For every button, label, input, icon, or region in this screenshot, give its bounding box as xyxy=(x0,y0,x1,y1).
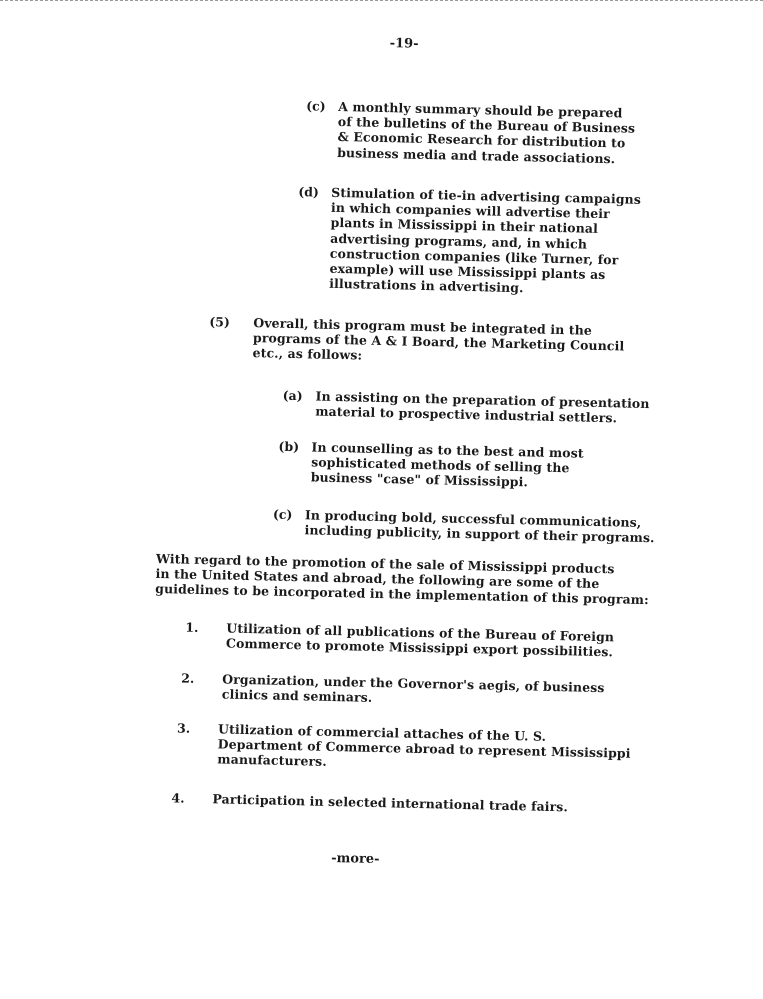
guideline-2-text: Organization, under the Governor's aegis, of business clinics and seminars. xyxy=(221,671,605,706)
guideline-1-text: Utilization of all publications of the Bureau of Foreign Commerce to promote Mississippi export possibilities. xyxy=(225,620,615,660)
item-c-text: A monthly summary should be prepared of the bulletins of the Bureau of Business & Economic Research for distribution to business media and trade associations. xyxy=(337,98,636,166)
guideline-3-marker: 3. xyxy=(176,720,191,736)
item-5-text: Overall, this program must be integrated in the programs of the A & I Board, the Marketing Council etc., as follows: xyxy=(252,315,625,363)
sub-item-a-marker: (a) xyxy=(282,387,303,404)
page-number: -19- xyxy=(389,36,419,52)
sub-item-b-text: In counselling as to the best and most sophisticated methods of selling the business "case" of Mississippi. xyxy=(310,439,584,490)
sub-item-c-marker: (c) xyxy=(272,506,293,523)
sub-item-b-marker: (b) xyxy=(278,438,300,455)
guideline-4-text: Participation in selected international trade fairs. xyxy=(212,791,569,815)
sub-item-a-text: In assisting on the preparation of presentation material to prospective industrial settlers. xyxy=(315,388,650,426)
continued-footer: -more- xyxy=(331,850,380,868)
guideline-4-marker: 4. xyxy=(171,790,185,806)
guideline-2-marker: 2. xyxy=(181,670,195,686)
item-5-marker: (5) xyxy=(209,314,231,330)
item-d-marker: (d) xyxy=(298,184,320,200)
guideline-3-text: Utilization of commercial attaches of the U. S. Department of Commerce abroad to represent Mississippi manufacturers. xyxy=(217,721,631,770)
guideline-1-marker: 1. xyxy=(185,619,199,635)
sub-item-c-text: In producing bold, successful communications, including publicity, in support of their programs. xyxy=(304,507,655,546)
item-d-text: Stimulation of tie-in advertising campaigns in which companies will advertise their plants in Mississippi in their national advertising programs, and, in which construction companies (like Turner, for example) will use Mississippi plants as illustrations in advertising. xyxy=(329,184,642,296)
guidelines-intro-paragraph: With regard to the promotion of the sale of Mississippi products in the United States and abroad, the following are some of the guidelines to be incorporated in the implementation of this program: xyxy=(155,550,649,608)
item-c-marker: (c) xyxy=(306,98,326,114)
